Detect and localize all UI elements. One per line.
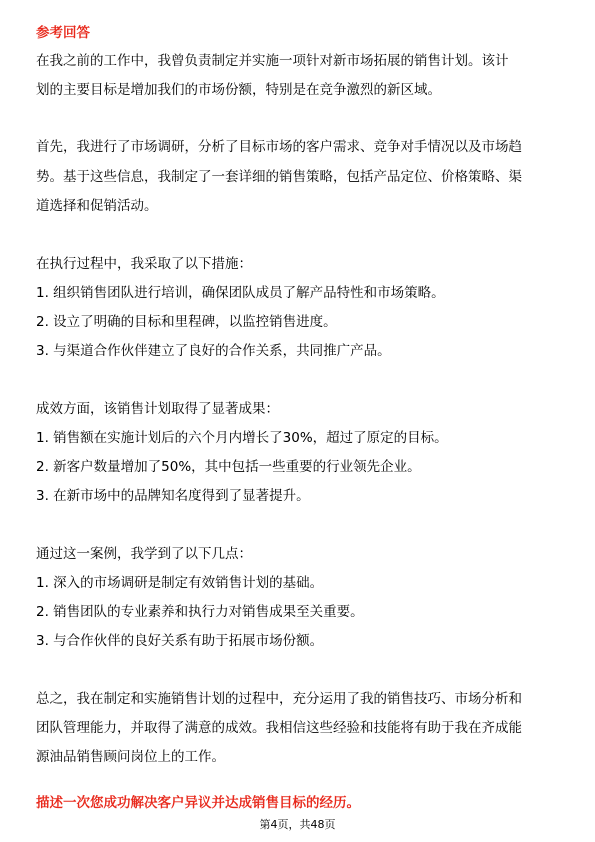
text-line: 在我之前的工作中，我曾负责制定并实施一项针对新市场拓展的销售计划。该计 [36, 53, 509, 69]
list-item: 1. 组织销售团队进行培训，确保团队成员了解产品特性和市场策略。 [36, 285, 445, 301]
list-item: 1. 深入的市场调研是制定有效销售计划的基础。 [36, 575, 324, 591]
list-item: 2. 新客户数量增加了50%，其中包括一些重要的行业领先企业。 [36, 459, 421, 475]
text-line: 源油品销售顾问岗位上的工作。 [36, 749, 225, 765]
list-item: 1. 销售额在实施计划后的六个月内增长了30%，超过了原定的目标。 [36, 430, 448, 446]
text-line: 划的主要目标是增加我们的市场份额，特别是在竞争激烈的新区域。 [36, 82, 441, 98]
list-item: 3. 与渠道合作伙伴建立了良好的合作关系，共同推广产品。 [36, 343, 391, 359]
list-item: 2. 设立了明确的目标和里程碑，以监控销售进度。 [36, 314, 337, 330]
text-line: 团队管理能力，并取得了满意的成效。我相信这些经验和技能将有助于我在齐成能 [36, 720, 522, 736]
text-line: 总之，我在制定和实施销售计划的过程中，充分运用了我的销售技巧、市场分析和 [36, 691, 522, 707]
page-number-footer: 第4页，共48页 [259, 818, 336, 831]
next-question-heading: 描述一次您成功解决客户异议并达成销售目标的经历。 [36, 795, 360, 811]
text-line: 道选择和促销活动。 [36, 198, 158, 214]
text-line: 在执行过程中，我采取了以下措施： [36, 256, 252, 272]
list-item: 2. 销售团队的专业素养和执行力对销售成果至关重要。 [36, 604, 364, 620]
text-line: 通过这一案例，我学到了以下几点： [36, 546, 252, 562]
list-item: 3. 与合作伙伴的良好关系有助于拓展市场份额。 [36, 633, 324, 649]
text-line: 首先，我进行了市场调研，分析了目标市场的客户需求、竞争对手情况以及市场趋 [36, 139, 522, 155]
answer-heading: 参考回答 [36, 25, 90, 41]
list-item: 3. 在新市场中的品牌知名度得到了显著提升。 [36, 488, 310, 504]
text-line: 成效方面，该销售计划取得了显著成果： [36, 401, 279, 417]
text-line: 势。基于这些信息，我制定了一套详细的销售策略，包括产品定位、价格策略、渠 [36, 169, 522, 185]
